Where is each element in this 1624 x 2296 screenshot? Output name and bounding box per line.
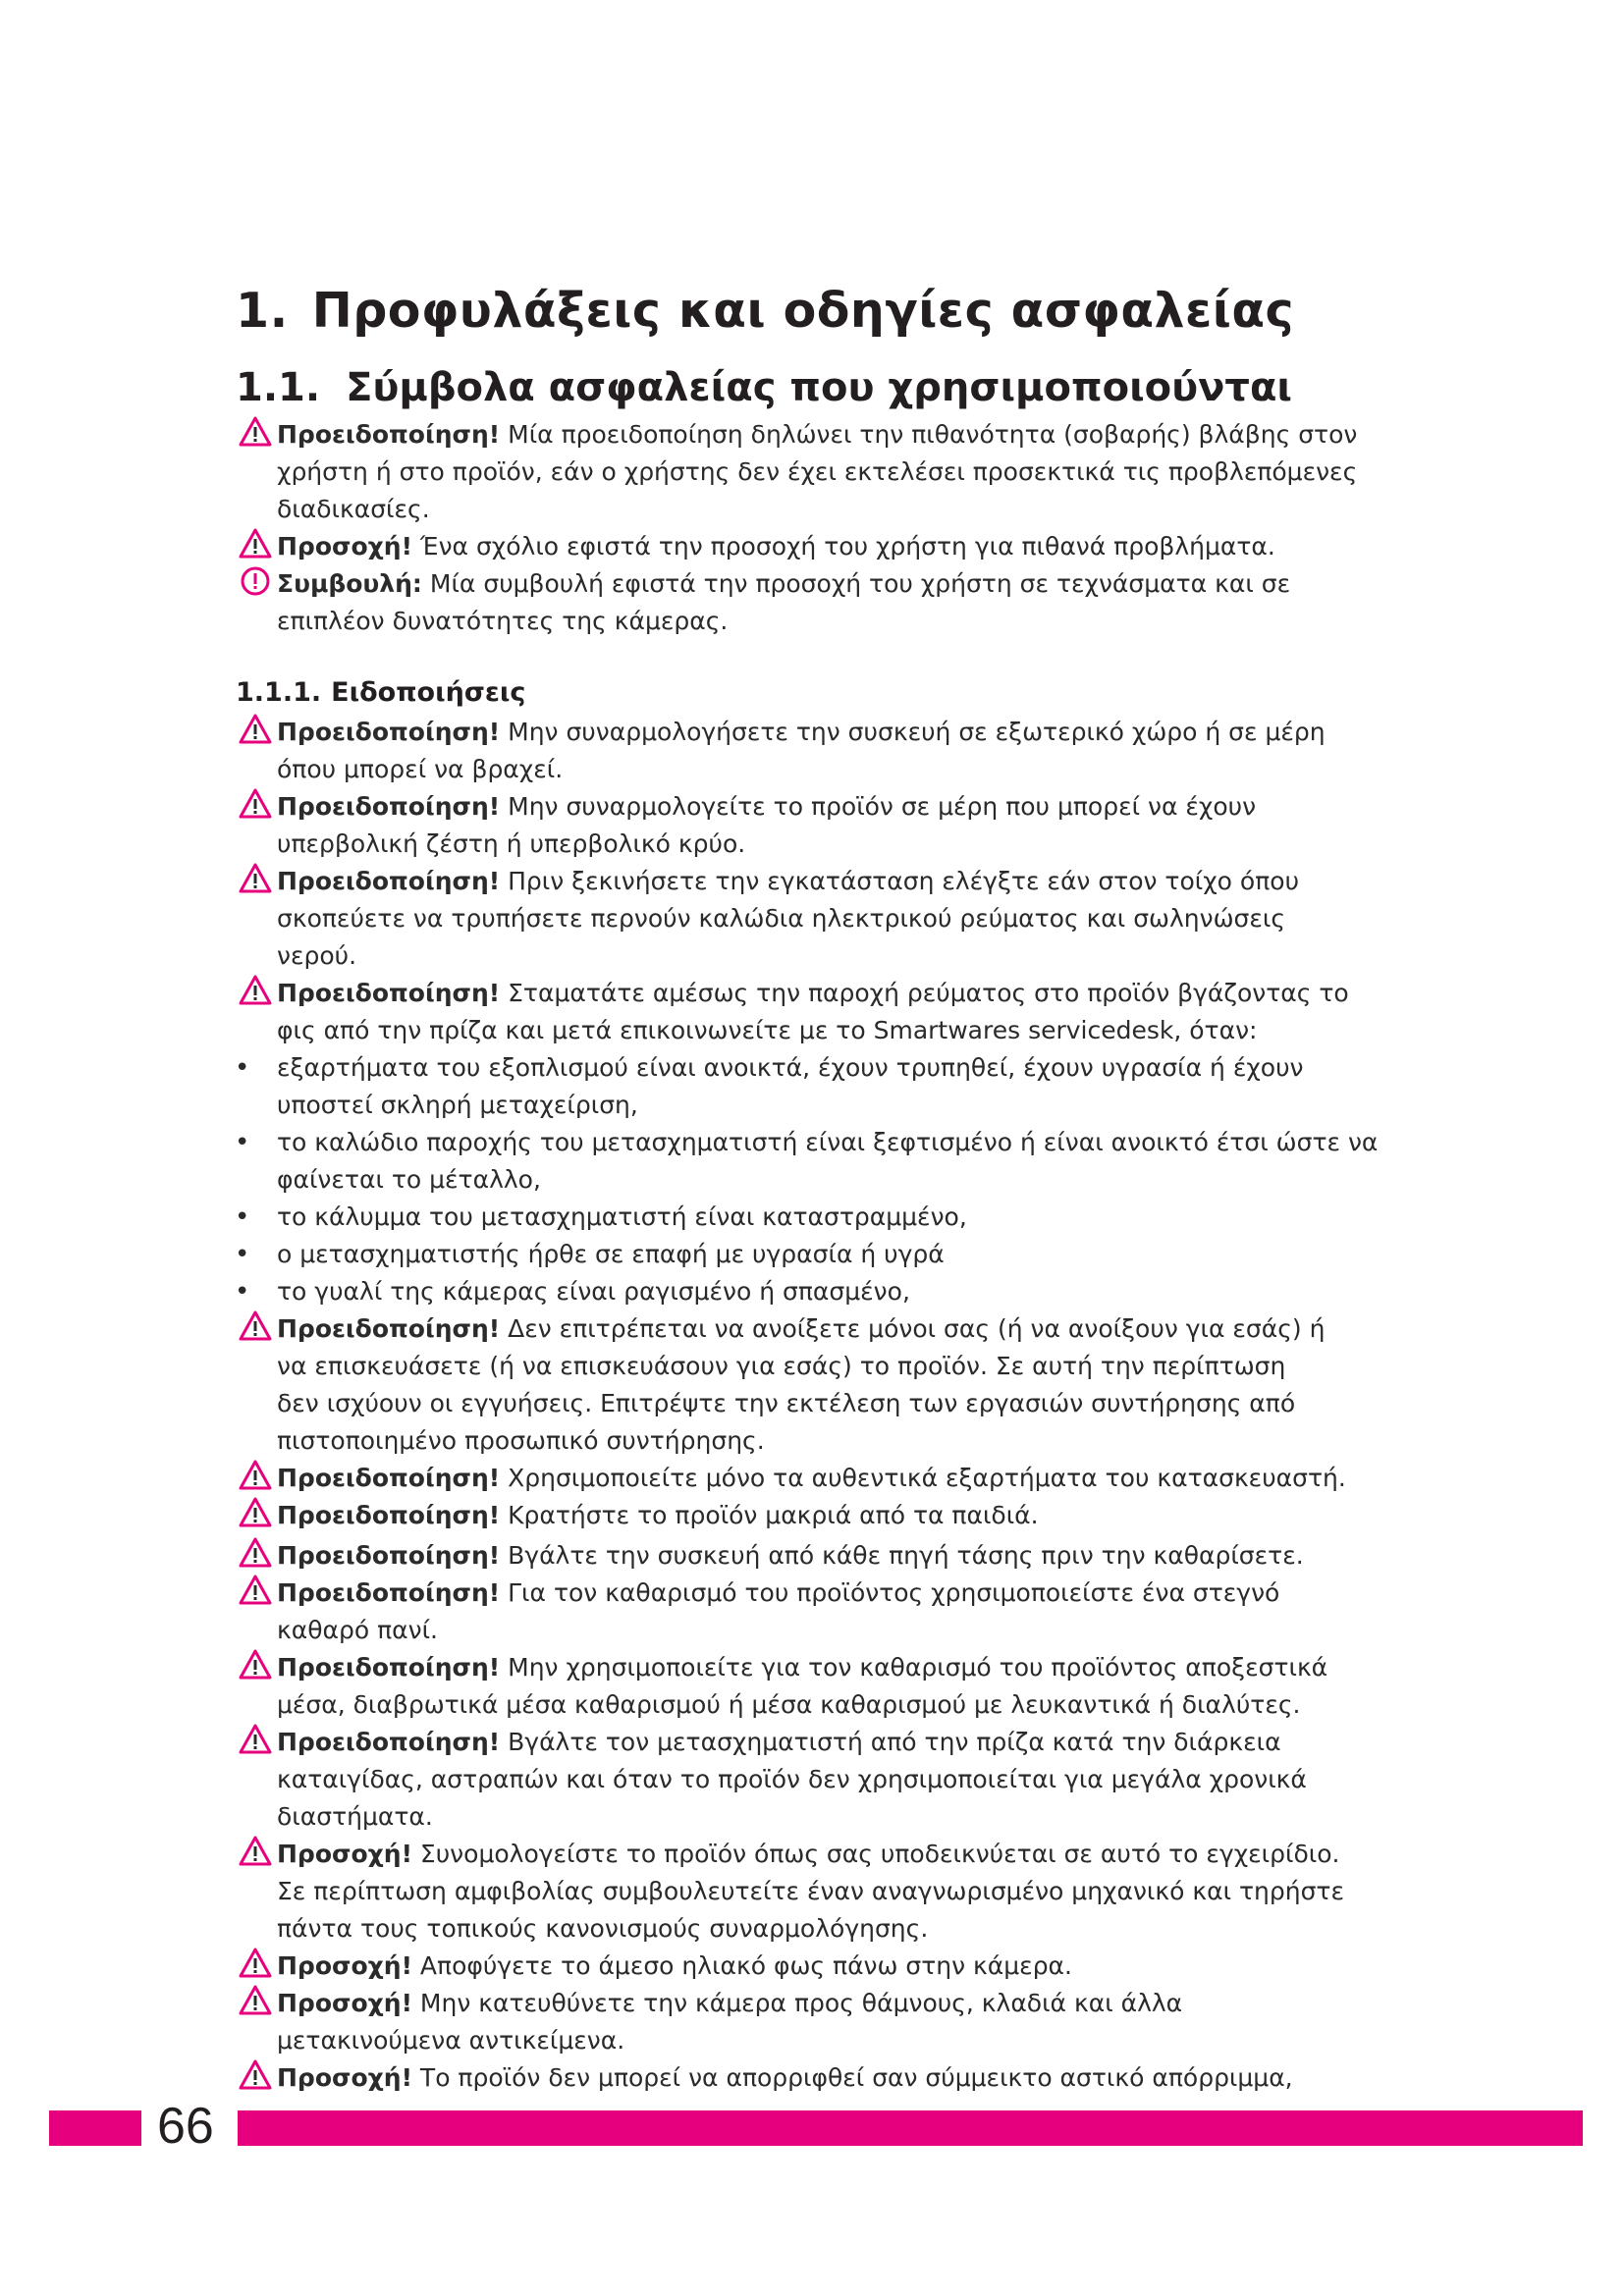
notice-label: Προειδοποίηση! bbox=[277, 867, 501, 895]
notice-line bbox=[277, 1460, 1346, 1497]
bullet-dot: • bbox=[235, 1202, 250, 1232]
notice-text: Χρησιμοποιείτε μόνο τα αυθεντικά εξαρτήματα του κατασκευαστή. bbox=[508, 1464, 1346, 1492]
bullet-item-line: το καλώδιο παροχής του μετασχηματιστή είναι ξεφτισμένο ή είναι ανοικτό έτσι ώστε να bbox=[277, 1128, 1379, 1156]
symbol-tip-label: Συμβουλή: bbox=[277, 569, 422, 598]
warning-triangle-icon bbox=[239, 1724, 272, 1755]
warning-triangle-icon bbox=[239, 1310, 272, 1342]
notice-line: υπερβολική ζέστη ή υπερβολικό κρύο. bbox=[277, 829, 746, 858]
notice-line: πιστοποιημένο προσωπικό συντήρησης. bbox=[277, 1426, 765, 1455]
page-title bbox=[236, 283, 1294, 339]
subheading bbox=[236, 365, 1292, 410]
symbol-caution-label: Προσοχή! bbox=[277, 532, 412, 561]
warning-triangle-icon bbox=[239, 416, 272, 448]
warning-triangle-icon bbox=[239, 1836, 272, 1867]
info-circle-icon bbox=[239, 565, 272, 597]
section-number: 1.1.1. bbox=[236, 677, 322, 708]
bullet-item-line: το κάλυμμα του μετασχηματιστή είναι καταστραμμένο, bbox=[277, 1202, 967, 1231]
notice-line bbox=[277, 1724, 1281, 1761]
notice-text: Βγάλτε την συσκευή από κάθε πηγή τάσης πριν την καθαρίσετε. bbox=[508, 1541, 1304, 1570]
notice-line: να επισκευάσετε (ή να επισκευάσουν για εσάς) το προϊόν. Σε αυτή την περίπτωση bbox=[277, 1352, 1286, 1380]
bullet-item-line: εξαρτήματα του εξοπλισμού είναι ανοικτά, έχουν τρυπηθεί, έχουν υγρασία ή έχουν bbox=[277, 1053, 1304, 1082]
symbol-tip-text: Μία συμβουλή εφιστά την προσοχή του χρήστη σε τεχνάσματα και σε bbox=[429, 569, 1291, 598]
heading-number: 1. bbox=[236, 283, 289, 339]
notice-line bbox=[277, 1836, 1339, 1873]
notice-text: Μην χρησιμοποιείτε για τον καθαρισμό του προϊόντος αποξεστικά bbox=[508, 1653, 1328, 1682]
bullet-item-line: το γυαλί της κάμερας είναι ραγισμένο ή σπασμένο, bbox=[277, 1277, 910, 1306]
warning-triangle-icon bbox=[239, 788, 272, 820]
warning-triangle-icon bbox=[239, 975, 272, 1006]
notice-line bbox=[277, 1537, 1304, 1575]
notice-line: μετακινούμενα αντικείμενα. bbox=[277, 2026, 625, 2055]
warning-triangle-icon bbox=[239, 1575, 272, 1606]
notice-line: Σε περίπτωση αμφιβολίας συμβουλευτείτε έναν αναγνωρισμένο μηχανικό και τηρήστε bbox=[277, 1877, 1344, 1905]
warning-triangle-icon bbox=[239, 1497, 272, 1528]
page-number: 66 bbox=[157, 2098, 214, 2155]
notice-text: Σταματάτε αμέσως την παροχή ρεύματος στο προϊόν βγάζοντας το bbox=[508, 979, 1349, 1007]
symbol-warning-label: Προειδοποίηση! bbox=[277, 420, 501, 449]
bullet-item-line: ο μετασχηματιστής ήρθε σε επαφή με υγρασία ή υγρά bbox=[277, 1240, 945, 1268]
notice-text: Πριν ξεκινήσετε την εγκατάσταση ελέγξτε εάν στον τοίχο όπου bbox=[508, 867, 1300, 895]
notice-text: Μην συναρμολογείτε το προϊόν σε μέρη που μπορεί να έχουν bbox=[508, 792, 1257, 821]
symbol-warning-line-3: διαδικασίες. bbox=[277, 495, 430, 523]
notice-line bbox=[277, 1985, 1182, 2022]
notice-line: μέσα, διαβρωτικά μέσα καθαρισμού ή μέσα καθαρισμού με λευκαντικά ή διαλύτες. bbox=[277, 1690, 1301, 1719]
symbol-warning-line-2: χρήστη ή στο προϊόν, εάν ο χρήστης δεν έχει εκτελέσει προσεκτικά τις προβλεπόμενες bbox=[277, 457, 1358, 486]
notice-text: Το προϊόν δεν μπορεί να απορριφθεί σαν σύμμεικτο αστικό απόρριμμα, bbox=[419, 2063, 1293, 2092]
bullet-dot: • bbox=[235, 1053, 250, 1083]
subheading-number: 1.1. bbox=[236, 365, 321, 410]
notice-label: Προειδοποίηση! bbox=[277, 1578, 501, 1607]
subheading-title: Σύμβολα ασφαλείας που χρησιμοποιούνται bbox=[346, 365, 1293, 410]
notice-line: καθαρό πανί. bbox=[277, 1616, 439, 1644]
notice-label: Προειδοποίηση! bbox=[277, 1728, 501, 1756]
notice-label: Προειδοποίηση! bbox=[277, 792, 501, 821]
notice-line bbox=[277, 1575, 1279, 1612]
bullet-dot: • bbox=[235, 1277, 250, 1307]
symbol-tip-line-1 bbox=[277, 565, 1290, 603]
notice-text: Συνομολογείστε το προϊόν όπως σας υποδεικνύεται σε αυτό το εγχειρίδιο. bbox=[419, 1840, 1340, 1868]
notice-label: Προειδοποίηση! bbox=[277, 1314, 501, 1343]
notice-label: Προειδοποίηση! bbox=[277, 1501, 501, 1529]
footer-bar-right bbox=[238, 2110, 1583, 2146]
symbol-tip-line-2: επιπλέον δυνατότητες της κάμερας. bbox=[277, 607, 729, 635]
symbol-caution-text: Ένα σχόλιο εφιστά την προσοχή του χρήστη για πιθανά προβλήματα. bbox=[419, 532, 1275, 561]
notice-text: Δεν επιτρέπεται να ανοίξετε μόνοι σας (ή να ανοίξουν για εσάς) ή bbox=[508, 1314, 1326, 1343]
notice-label: Προειδοποίηση! bbox=[277, 1464, 501, 1492]
footer-bar-left bbox=[49, 2110, 141, 2146]
notice-label: Προσοχή! bbox=[277, 1989, 412, 2017]
notice-line: πάντα τους τοπικούς κανονισμούς συναρμολόγησης. bbox=[277, 1914, 929, 1943]
section-title: Ειδοποιήσεις bbox=[331, 677, 526, 708]
symbol-caution-line bbox=[277, 528, 1275, 565]
notice-text: Βγάλτε τον μετασχηματιστή από την πρίζα κατά την διάρκεια bbox=[508, 1728, 1281, 1756]
warning-triangle-icon bbox=[239, 528, 272, 560]
notice-label: Προσοχή! bbox=[277, 2063, 412, 2092]
notice-label: Προειδοποίηση! bbox=[277, 979, 501, 1007]
notice-label: Προσοχή! bbox=[277, 1951, 412, 1980]
warning-triangle-icon bbox=[239, 714, 272, 745]
notice-label: Προειδοποίηση! bbox=[277, 718, 501, 746]
notice-text: Μην συναρμολογήσετε την συσκευή σε εξωτερικό χώρο ή σε μέρη bbox=[508, 718, 1326, 746]
notice-text: Για τον καθαρισμό του προϊόντος χρησιμοποιείστε ένα στεγνό bbox=[508, 1578, 1280, 1607]
notice-text: Μην κατευθύνετε την κάμερα προς θάμνους, κλαδιά και άλλα bbox=[419, 1989, 1183, 2017]
symbol-warning-text: Μία προειδοποίηση δηλώνει την πιθανότητα (σοβαρής) βλάβης στον bbox=[508, 420, 1358, 449]
notice-line: νερού. bbox=[277, 941, 357, 970]
bullet-dot: • bbox=[235, 1240, 250, 1269]
notice-line: σκοπεύετε να τρυπήσετε περνούν καλώδια ηλεκτρικού ρεύματος και σωληνώσεις bbox=[277, 904, 1286, 933]
symbol-warning-line-1 bbox=[277, 416, 1357, 454]
notice-line: διαστήματα. bbox=[277, 1802, 433, 1831]
notice-line bbox=[277, 1497, 1039, 1534]
warning-triangle-icon bbox=[239, 1985, 272, 2016]
warning-triangle-icon bbox=[239, 2059, 272, 2091]
warning-triangle-icon bbox=[239, 1649, 272, 1681]
notice-line bbox=[277, 1948, 1072, 1985]
notice-line bbox=[277, 788, 1256, 826]
notice-line bbox=[277, 863, 1299, 900]
bullet-item-line: υποστεί σκληρή μεταχείριση, bbox=[277, 1091, 638, 1119]
notice-line: καταιγίδας, αστραπών και όταν το προϊόν δεν χρησιμοποιείται για μεγάλα χρονικά bbox=[277, 1765, 1307, 1793]
bullet-dot: • bbox=[235, 1128, 250, 1157]
warning-triangle-icon bbox=[239, 1537, 272, 1569]
notice-line bbox=[277, 1649, 1327, 1686]
notice-line bbox=[277, 975, 1349, 1012]
warning-triangle-icon bbox=[239, 863, 272, 894]
notice-label: Προσοχή! bbox=[277, 1840, 412, 1868]
notice-label: Προειδοποίηση! bbox=[277, 1653, 501, 1682]
section-heading bbox=[236, 677, 525, 708]
notice-line: δεν ισχύουν οι εγγυήσεις. Επιτρέψτε την εκτέλεση των εργασιών συντήρησης από bbox=[277, 1389, 1296, 1417]
heading-title: Προφυλάξεις και οδηγίες ασφαλείας bbox=[311, 283, 1295, 339]
bullet-item-line: φαίνεται το μέταλλο, bbox=[277, 1165, 541, 1194]
notice-line: φις από την πρίζα και μετά επικοινωνείτε με το Smartwares servicedesk, όταν: bbox=[277, 1016, 1258, 1044]
notice-line bbox=[277, 714, 1326, 751]
notice-label: Προειδοποίηση! bbox=[277, 1541, 501, 1570]
notice-text: Αποφύγετε το άμεσο ηλιακό φως πάνω στην κάμερα. bbox=[419, 1951, 1072, 1980]
warning-triangle-icon bbox=[239, 1460, 272, 1491]
notice-line bbox=[277, 2059, 1293, 2097]
notice-text: Κρατήστε το προϊόν μακριά από τα παιδιά. bbox=[508, 1501, 1039, 1529]
warning-triangle-icon bbox=[239, 1948, 272, 1979]
notice-line bbox=[277, 1310, 1325, 1348]
notice-line: όπου μπορεί να βραχεί. bbox=[277, 755, 564, 783]
